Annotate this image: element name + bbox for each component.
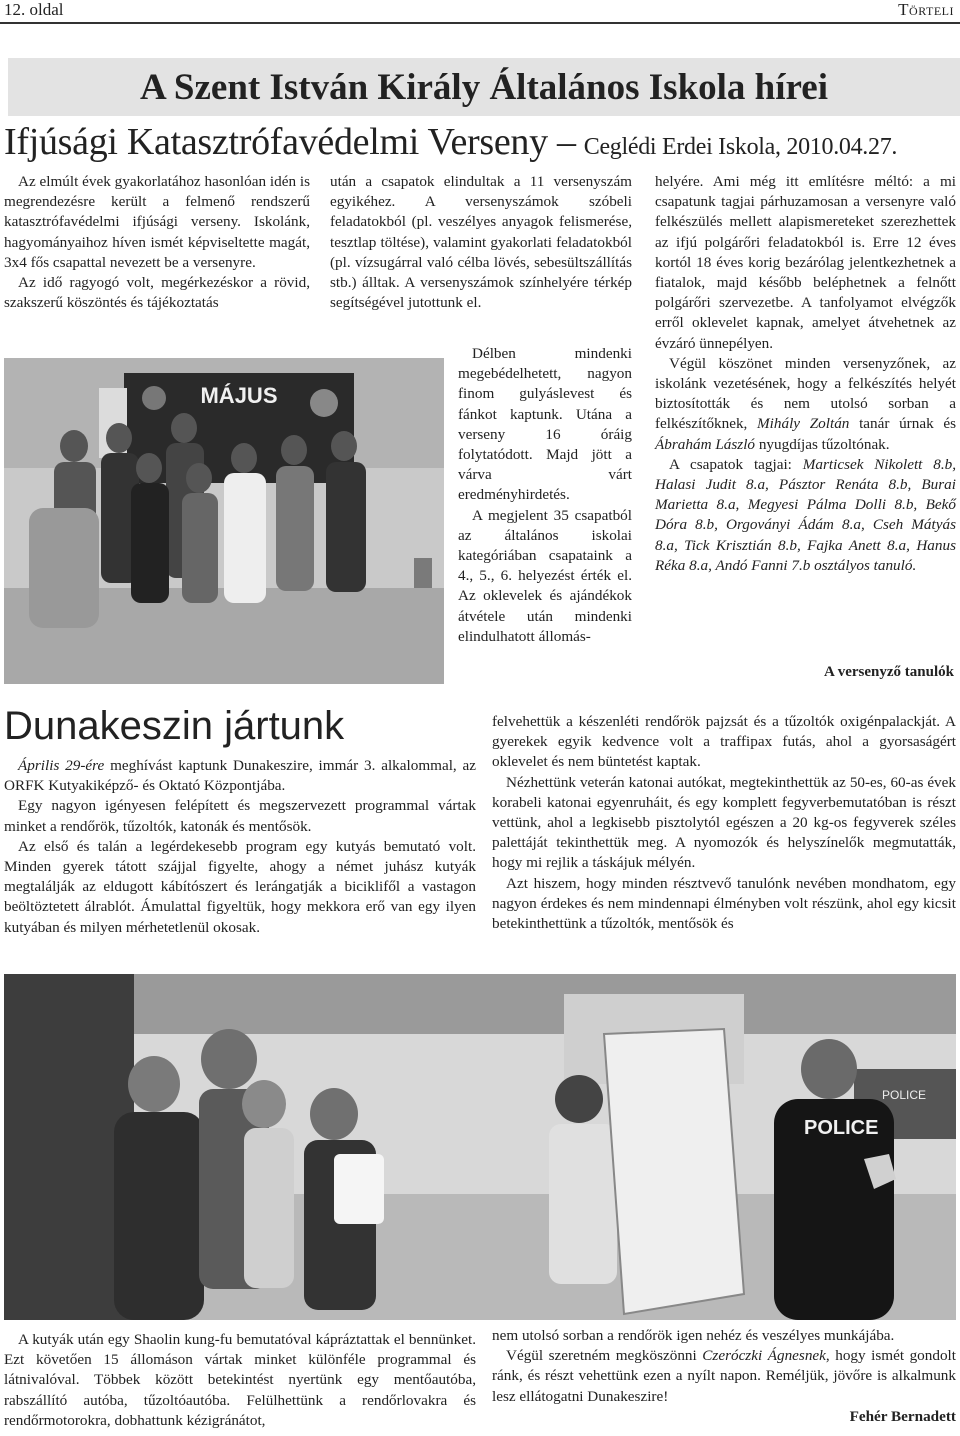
thanks-text-c: nyugdíjas tűzoltónak. (755, 435, 890, 453)
header-rule (0, 22, 960, 24)
thanks-text-b: tanár úrnak és (849, 415, 956, 433)
article1-col2-p3: A megjelent 35 csapatból az általános iskolai kategóriában csapataink a 4., 5., 6. helyezést érték el. Az oklevelek és ajándékok átvétele után mindenki elindulhatott állomás- (458, 506, 632, 645)
team-photo-image (4, 358, 444, 684)
thanks-text-a: Végül köszönet minden versenyzőnek, az iskolánk vezetésének, hogy a felkészítés helyét biztosították és nem utolsó sorban a felkészítőknek, (655, 354, 956, 433)
article1-col3-p1: helyére. Ami még itt említésre méltó: a mi csapatunk tagjai párhuzamosan a versenyre való felkészülés mellett alapismereteket szerezhettek az ifjú polgárőri feladatokból is. Erre 12 éves kortól 18 éves korig bezárólag jelentkezhetnek a fiatalok, majd később beléphetnek a felnőtt polgárőri szervezetbe. A tanfolyamot elvégzők erről oklevelet kapnak, amelyet átvehetnek az évzáró ünnepélyen. (655, 173, 956, 352)
truck-police-text: POLICE (881, 1088, 927, 1102)
article1-col3 (655, 172, 956, 576)
article1-col2a (330, 172, 632, 313)
organizer-name: Czeróczki Ágnesnek (702, 1347, 826, 1365)
section-banner (8, 58, 960, 116)
team-members-names: Marticsek Nikolett 8.b, Halasi Judit 8.a, Pásztor Renáta 8.b, Burai Marietta 8.a, Megyesi Pálma Dolli 8.b, Bekő Dóra 8.b, Orgoványi Ádám 8.a, Cseh Mátyás 8.a, Tick Krisztián 8.b, Fajka Anett 8.a, Hanus Réka 8.a, Andó Fanni 7.b osztályos tanuló. (655, 455, 957, 574)
photo-sign-text: MÁJUS (200, 383, 278, 408)
article2-left-p2: Egy nagyon igényesen felépített és megszervezett programmal vártak minket a rendőrök, tűzoltók, katonák és mentősök. (4, 797, 476, 835)
article2-right-p3: Azt hiszem, hogy minden résztvevő tanulónk nevében mondhatom, egy nagyon érdekes és nem mindennapi élményben volt részünk, ahol egy kicsit betekinthettünk a tűzoltók, mentősök és (492, 874, 956, 933)
article2-left-p1 (4, 756, 476, 796)
article1-col2b (458, 344, 632, 647)
page-number: 12. oldal (4, 0, 64, 19)
police-day-photo-image (4, 974, 956, 1320)
team-photo (4, 358, 444, 684)
article1-title (4, 120, 897, 164)
article2-title: Dunakeszin jártunk (4, 704, 345, 748)
banner-title: A Szent István Király Általános Iskola hírei (139, 66, 828, 108)
article2-bottom-right (492, 1326, 956, 1427)
article1-col3-p2 (655, 354, 956, 455)
article2-left-p1-text: meghívást kaptunk Dunakeszire, immár 3. alkalommal, az ORFK Kutyakiképző- és Oktató Központjába. (4, 757, 476, 795)
article1-col1-p2: Az idő ragyogó volt, megérkezéskor a rövid, szakszerű köszöntés és tájékoztatás (4, 274, 310, 312)
article1-col1-p1: Az elmúlt évek gyakorlatához hasonlóan idén is megrendezésre került a felmenő rendszerű katasztrófavédelmi ifjúsági verseny. Iskolánk, hagyományaihoz híven ismét képviseltette magát, 3x4 fős csapattal nevezett be a versenyre. (4, 173, 310, 271)
police-back-text: POLICE (804, 1117, 879, 1139)
article2-right-p1: felvehettük a készenléti rendőrök pajzsát és a tűzoltók oxigénpalackját. A gyerekek egyik kedvence volt a traffipax futás, ahol a gyorsaságért oklevelet és nem büntetést kaptak. (492, 713, 956, 771)
author-name: Fehér Bernadett (849, 1407, 956, 1425)
article1-col1 (4, 172, 310, 313)
trainer-name-1: Mihály Zoltán (757, 415, 850, 433)
photo-caption: A versenyző tanulók (823, 664, 954, 680)
article2-left (4, 756, 476, 938)
article1-col2-p2: Délben mindenki megebédelhetett, nagyon finom gulyáslevest és fánkot kaptunk. Utána a verseny 16 óráig folytatódott. Majd jött a várva várt eredményhirdetés. (458, 345, 632, 504)
article1-col2-p1: után a csapatok elindultak a 11 versenyszám egyikéhez. A versenyszámok szóbeli feladatokból (pl. veszélyes anyagok felismerése, tesztlap töltése), valamint gyakorlati feladatokból (pl. vízsugárral való célba lövés, sebesültszállítás stb.) álltak. A versenyszámok színhelyére térkép segítségével jutottunk el. (330, 173, 632, 312)
article2-bottom-left (4, 1330, 476, 1431)
article1-col3-p3 (655, 455, 956, 576)
article2-bottom-right-p1: nem utolsó sorban a rendőrök igen nehéz és veszélyes munkájába. (492, 1327, 895, 1344)
team-members-label: A csapatok tagjai: (669, 455, 803, 473)
article1-title-main: Ifjúsági Katasztrófavédelmi Verseny – (4, 121, 576, 163)
police-day-photo (4, 974, 956, 1320)
visit-date: Április 29-ére (18, 757, 105, 774)
article1-subtitle: Ceglédi Erdei Iskola, 2010.04.27. (583, 134, 898, 160)
publication-name: Törteli (898, 0, 954, 19)
closing-text-a: Végül szeretném megköszönni (506, 1347, 703, 1365)
trainer-name-2: Ábrahám László (655, 435, 756, 453)
article2-bottom-left-p1: A kutyák után egy Shaolin kung-fu bemutatóval kápráztattak el bennünket. Ezt követően 15 állomáson vártak minket különféle programmal és látnivalóval. Többek között betekintést nyertünk egy mentőautóba, rabszállító autóba, tűzoltóautóba. Felülhettünk a rendőrlovakra és rendőrmotorokra, dobhattunk kézigránátot, (4, 1331, 476, 1429)
closing-text-b: , hogy ismét gondolt ránk, és részt vehettünk ezen a nyílt napon. Reméljük, jövőre is alkalmunk lesz ellátogatni Dunakeszire! (492, 1347, 956, 1405)
article2-left-p3: Az első és talán a legérdekesebb program egy kutyás bemutató volt. Minden gyerek tátott szájjal figyelte, ahogy a német juhász kutyák megtalálják az eldugott kábítószert és lerángatják a biciklifől a vastagon beöltöztetett álrablót. Ámulattal figyeltük, hogy mekkora erő van egy ilyen kutyában és milyen mérhetetlenül okosak. (4, 837, 476, 936)
article2-right-p2: Nézhettünk veterán katonai autókat, megtekinthettük az 50-es, 60-as évek korabeli katonai egyenruháit, és egy komplett fegyverbemutatóban is részt vettünk, ahol a legkisebb pisztolytól egészen a 20 kg-os fegyverek széles palettáját tekinthettük meg. A nyomozók és helyszínelők megmutatták, hogy mi rejlik a táskájuk mélyén. (492, 773, 956, 872)
article2-right (492, 712, 956, 934)
article2-bottom-right-p2 (492, 1346, 956, 1407)
